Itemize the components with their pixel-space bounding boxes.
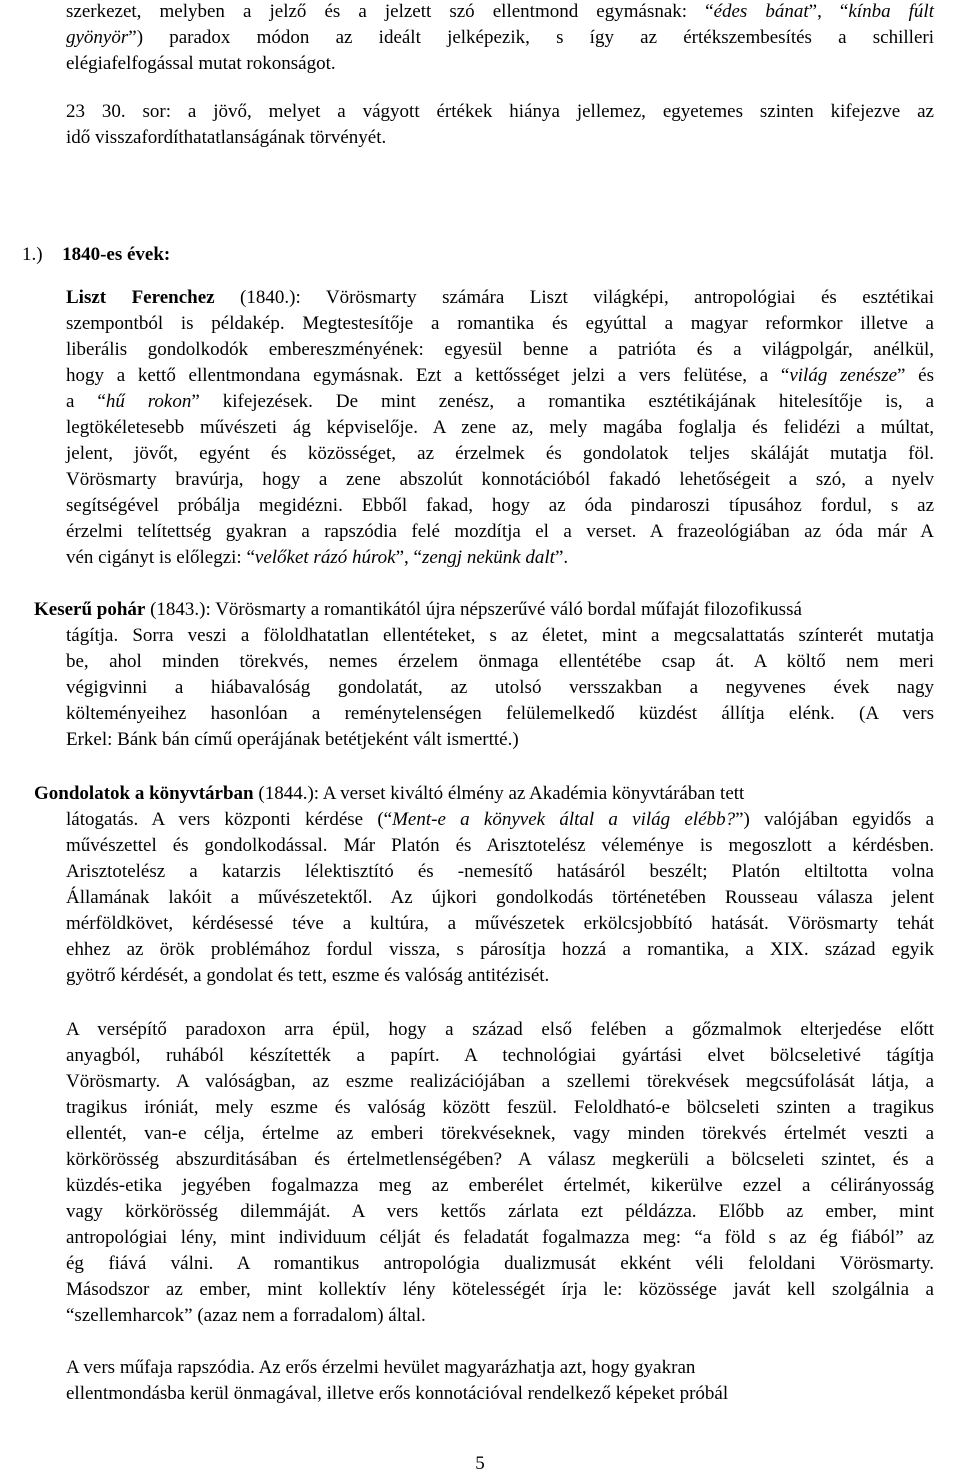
text-line: be, ahol minden törekvés, nemes érzelem önmaga ellentétébe csap át. A költő nem meri <box>66 651 934 672</box>
text-line: tragikus iróniát, mely eszme és valóság között feszül. Feloldható-e bölcseleti szinten a tragikus <box>66 1097 934 1118</box>
poem-title-gondolatok: Gondolatok a könyvtárban <box>34 783 254 804</box>
text-line: ellentét, van-e célja, értelme az emberi törekvéseknek, vagy minden törekvés értelmét veszti a <box>66 1123 934 1144</box>
text-line: művészettel és gondolkodással. Már Platón és Arisztotelész véleménye is megoszlott a kérdésben. <box>66 835 934 856</box>
text-line: Keserű pohár (1843.): Vörösmarty a romantikától újra népszerűvé váló bordal műfaját filozofikussá <box>34 599 802 620</box>
text-line: tágítja. Sorra veszi a föloldhatatlan ellentéteket, s az életet, mint a megcsalattatás színterét mutatja <box>66 625 934 646</box>
text-line: költeményeihez hasonlóan a reménytelenségen felülemelkedő küzdést állítja elénk. (A vers <box>66 703 934 724</box>
text-line: Gondolatok a könyvtárban (1844.): A verset kiváltó élmény az Akadémia könyvtárában tett <box>34 783 745 804</box>
text-line: szerkezet, melyben a jelző és a jelzett szó ellentmond egymásnak: “édes bánat”, “kínba fúlt <box>66 1 934 22</box>
text-line: vén cigányt is előlegzi: “velőket rázó húrok”, “zengj nekünk dalt”. <box>66 547 569 568</box>
text-line: Vörösmarty. A valóságban, az eszme realizációjában a szellemi törekvések megcsúfolását látja, a <box>66 1071 934 1092</box>
text-line: legtökéletesebb művészeti ág képviselője. A zene az, mely magába foglalja és felidézi a múltat, <box>66 417 934 438</box>
text-line: “szellemharcok” (azaz nem a forradalom) által. <box>66 1305 426 1326</box>
paragraph-intro-continuation <box>66 0 934 77</box>
paragraph-keseru-pohar <box>34 597 934 753</box>
text-line: gyönyör”) paradox módon az ideált jelképezik, s így az értékszembesítés a schilleri <box>66 27 934 48</box>
text-line: Erkel: Bánk bán című operájának betétjeként vált ismertté.) <box>66 729 519 750</box>
poem-title-keseru: Keserű pohár <box>34 599 146 620</box>
text-line: vagy körkörösség dilemmáját. A vers kettős zárlata ezt példázza. Előbb az ember, mint <box>66 1201 934 1222</box>
text-line: körkörösség abszurditásában és értelmetlenségében? A válasz megkerüli a bölcseleti szintet, és a <box>66 1149 934 1170</box>
text-line: segítségével próbálja megidézni. Ebből fakad, hogy az óda pindaroszi típusához fordul, s az <box>66 495 934 516</box>
text-line: Liszt Ferenchez (1840.): Vörösmarty számára Liszt világképi, antropológiai és esztétikai <box>66 287 934 308</box>
page-number: 5 <box>475 1453 485 1474</box>
text-line: ég fiává válni. A romantikus antropológia dualizmusát ekként véli feloldani Vörösmarty. <box>66 1253 934 1274</box>
text-line: küzdés-etika jegyében fogalmazza meg az emberélet értelmét, kikerülve ezzel a célirányosság <box>66 1175 934 1196</box>
paragraph-vers-mufaja <box>66 1355 934 1407</box>
text-line: idő visszafordíthatatlanságának törvényét. <box>66 127 387 148</box>
text-line: jelent, jövőt, egyént és közösséget, az érzelmek és gondolatok teljes skáláját mutatja föl. <box>66 443 934 464</box>
section-number: 1.) <box>22 244 43 265</box>
section-heading <box>22 242 422 268</box>
text-line: A versépítő paradoxon arra épül, hogy a század első felében a gőzmalmok elterjedése előtt <box>66 1019 934 1040</box>
text-line: ellentmondásba kerül önmagával, illetve erős konnotációval rendelkező képeket próbál <box>66 1383 729 1404</box>
text-line: a “hű rokon” kifejezések. De mint zenész, a romantika esztétikájának hitelesítője is, a <box>66 391 934 412</box>
text-line: A vers műfaja rapszódia. Az erős érzelmi hevület magyarázhatja azt, hogy gyakran <box>66 1357 696 1378</box>
text-line: szempontból is példakép. Megtestesítője a romantika és egyúttal a magyar reformkor illetve a <box>66 313 934 334</box>
text-line: mérföldkövet, kérdésessé téve a kultúra, a művészetek erkölcsjobbító hatását. Vörösmarty tehát <box>66 913 934 934</box>
text-line: gyötrő kérdését, a gondolat és tett, eszme és valóság antitézisét. <box>66 965 550 986</box>
text-line: hogy a kettő ellentmondana egymásnak. Ezt a kettősséget jelzi a vers felütése, a “világ zenésze” és <box>66 365 934 386</box>
text-line: anyagból, ruhából készítették a papírt. A technológiai gyártási elvet bölcseletivé tágítja <box>66 1045 934 1066</box>
section-title: 1840-es évek: <box>62 244 171 265</box>
text-line: ehhez az örök problémához fordul vissza, s párosítja hozzá a romantika, a XIX. század egyik <box>66 939 934 960</box>
text-line: érzelmi telítettség gyakran a rapszódia felé mozdítja el a verset. A frazeológiában az óda már A <box>66 521 934 542</box>
text-line: látogatás. A vers központi kérdése (“Ment-e a könyvek által a világ elébb?”) valójában egyidős a <box>66 809 934 830</box>
text-line: Vörösmarty bravúrja, hogy a zene abszolút konnotációból fakadó lehetőségeit a szó, a nyelv <box>66 469 934 490</box>
text-line: antropológiai lény, mint individuum célját és feladatát fogalmazza meg: “a föld s az ég fiából” az <box>66 1227 934 1248</box>
text-line: végigvinni a hiábavalóság gondolatát, az utolsó versszakban a negyvenes évek nagy <box>66 677 934 698</box>
text-line: Másodszor az ember, mint kollektív lény kötelességét írja le: közössége javát kell szolgálnia a <box>66 1279 934 1300</box>
text-line: Államának lakóit a művészetektől. Az újkori gondolkodás történetében Rousseau válasza jelent <box>66 887 934 908</box>
text-line: elégiafelfogással mutat rokonságot. <box>66 53 336 74</box>
text-line: Arisztotelész a katarzis lélektisztító és -nemesítő hatásáról beszélt; Platón eltiltotta volna <box>66 861 934 882</box>
poem-title-liszt: Liszt Ferenchez <box>66 287 215 308</box>
paragraph-lines-23-30 <box>66 99 934 151</box>
paragraph-liszt-ferenchez <box>66 285 934 571</box>
text-line: liberális gondolkodók embereszményének: egyesül benne a patrióta és a világpolgár, anélkül, <box>66 339 934 360</box>
paragraph-versepito-paradoxon <box>66 1017 934 1329</box>
text-line: 23 30. sor: a jövő, melyet a vágyott értékek hiánya jellemez, egyetemes szinten kifejezve az <box>66 101 934 122</box>
paragraph-gondolatok-a-konyvtarban <box>34 781 934 989</box>
